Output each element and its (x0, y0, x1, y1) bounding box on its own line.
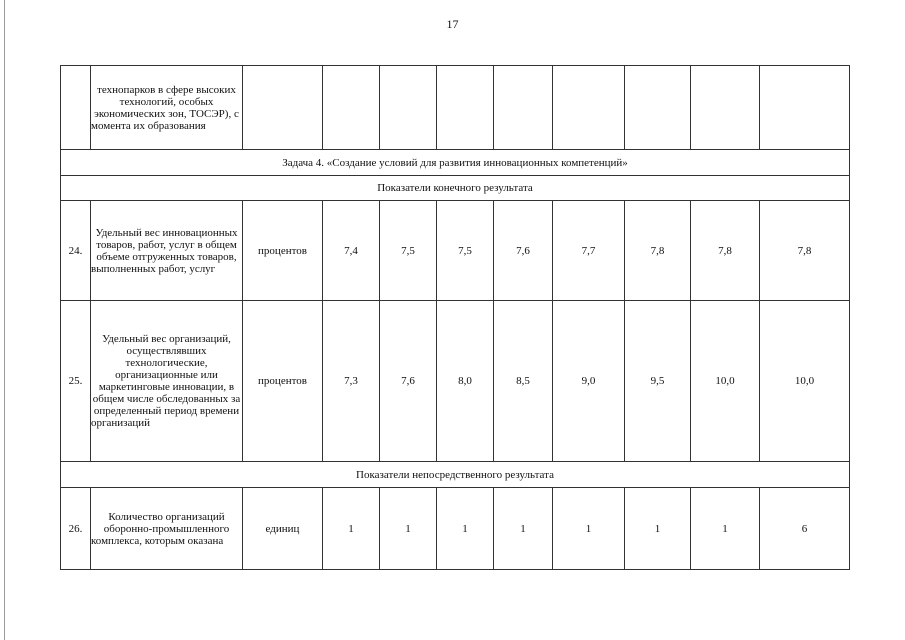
value-cell (494, 66, 553, 150)
value-cell: 9,5 (625, 301, 691, 462)
indicators-table (60, 65, 850, 570)
table-row-continued (61, 66, 850, 150)
row-number: 25. (61, 301, 91, 462)
unit-cell (243, 66, 323, 150)
value-cell: 1 (380, 488, 437, 570)
table-row (61, 488, 850, 570)
table-row-section-header (61, 462, 850, 488)
value-cell (760, 66, 850, 150)
value-cell (553, 66, 625, 150)
value-cell: 1 (323, 488, 380, 570)
unit-cell: процентов (243, 301, 323, 462)
section-header-direct-results: Показатели непосредственного результата (61, 462, 850, 488)
page-edge-line (4, 0, 5, 640)
row-description: технопарков в сфере высоких технологий, особых экономических зон, ТОСЭР), с момента их образования (91, 66, 243, 150)
value-cell: 1 (625, 488, 691, 570)
value-cell: 10,0 (760, 301, 850, 462)
value-cell: 1 (553, 488, 625, 570)
value-cell: 9,0 (553, 301, 625, 462)
value-cell: 8,5 (494, 301, 553, 462)
table-row (61, 301, 850, 462)
value-cell: 7,7 (553, 201, 625, 301)
value-cell (691, 66, 760, 150)
value-cell: 1 (691, 488, 760, 570)
value-cell (323, 66, 380, 150)
value-cell: 1 (437, 488, 494, 570)
value-cell (437, 66, 494, 150)
value-cell: 7,4 (323, 201, 380, 301)
row-number-cell (61, 66, 91, 150)
value-cell: 7,6 (494, 201, 553, 301)
table-row-section-header (61, 176, 850, 201)
value-cell (625, 66, 691, 150)
task-header: Задача 4. «Создание условий для развития инновационных компетенций» (61, 150, 850, 176)
value-cell: 7,5 (437, 201, 494, 301)
table-row (61, 201, 850, 301)
value-cell: 7,5 (380, 201, 437, 301)
value-cell: 10,0 (691, 301, 760, 462)
value-cell: 8,0 (437, 301, 494, 462)
page-number: 17 (446, 17, 459, 31)
unit-cell: единиц (243, 488, 323, 570)
row-description: Удельный вес организаций, осуществлявших технологические, организационные или маркетинговые инновации, в общем числе обследованных за определенный период времени организаций (91, 301, 243, 462)
value-cell (380, 66, 437, 150)
row-description: Удельный вес инновационных товаров, работ, услуг в общем объеме отгруженных товаров, выполненных работ, услуг (91, 201, 243, 301)
value-cell: 7,6 (380, 301, 437, 462)
value-cell: 7,8 (625, 201, 691, 301)
table-row-task-header (61, 150, 850, 176)
value-cell: 7,3 (323, 301, 380, 462)
value-cell: 7,8 (691, 201, 760, 301)
section-header-final-results: Показатели конечного результата (61, 176, 850, 201)
row-number: 24. (61, 201, 91, 301)
row-description: Количество организаций оборонно-промышленного комплекса, которым оказана (91, 488, 243, 570)
value-cell: 7,8 (760, 201, 850, 301)
row-number: 26. (61, 488, 91, 570)
value-cell: 1 (494, 488, 553, 570)
unit-cell: процентов (243, 201, 323, 301)
value-cell: 6 (760, 488, 850, 570)
